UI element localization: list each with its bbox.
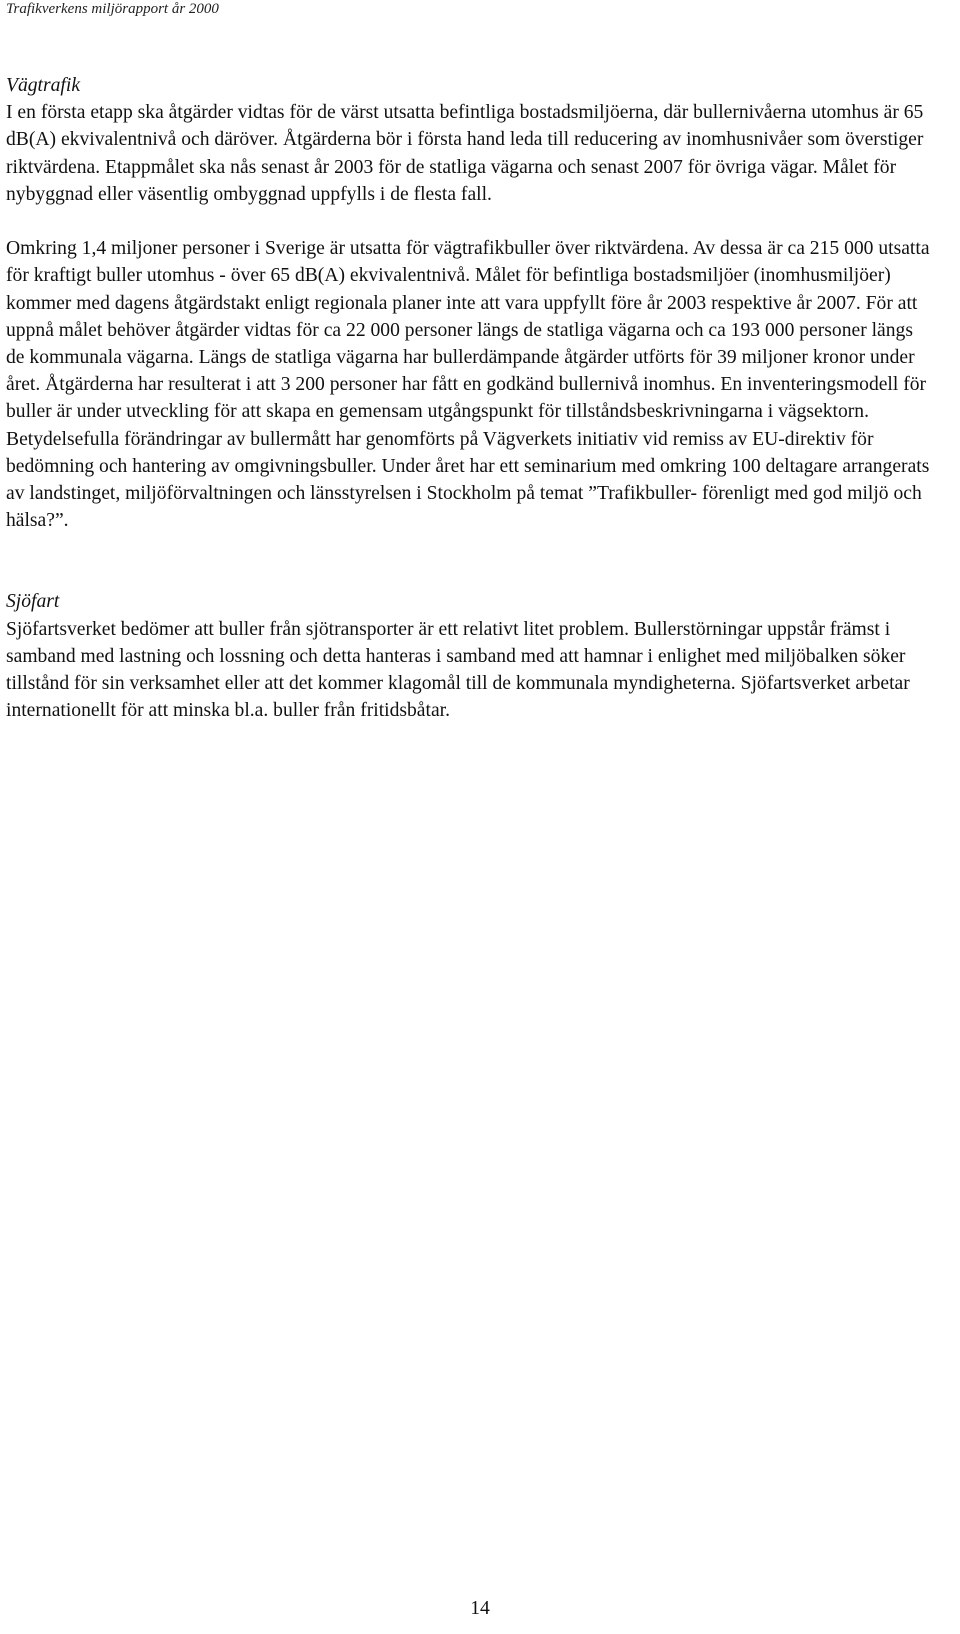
paragraph-spacer bbox=[6, 208, 936, 235]
section-vagtrafik bbox=[6, 72, 936, 534]
paragraph: Omkring 1,4 miljoner personer i Sverige är utsatta för vägtrafikbuller över riktvärdena. Av dessa är ca 215 000 utsatta för kraftigt buller utomhus - över 65 dB(A) ekvivalentnivå. Målet för befintliga bostadsmiljöer (inomhusmiljöer) kommer med dagens åtgärdstakt enligt regionala planer inte att vara uppfyllt före år 2003 respektive år 2007. För att uppnå målet behöver åtgärder vidtas för ca 22 000 personer längs de statliga vägarna och ca 193 000 personer längs de kommunala vägarna. Längs de statliga vägarna har bullerdämpande åtgärder utförts för 39 miljoner kronor under året. Åtgärderna har resulterat i att 3 200 personer har fått en godkänd bullernivå inomhus. En inventeringsmodell för buller är under utveckling för att skapa en gemensam utgångspunkt för tillståndsbeskrivningarna i vägsektorn. Betydelsefulla förändringar av bullermått har genomförts på Vägverkets initiativ vid remiss av EU-direktiv för bedömning och hantering av omgivningsbuller. Under året har ett seminarium med omkring 100 deltagare arrangerats av landstinget, miljöförvaltningen och länsstyrelsen i Stockholm på temat ”Trafikbuller- förenligt med god miljö och hälsa?”. bbox=[6, 238, 930, 532]
paragraph: I en första etapp ska åtgärder vidtas för de värst utsatta befintliga bostadsmiljöerna, där bullernivåerna utomhus är 65 dB(A) ekvivalentnivå och däröver. Åtgärderna bör i första hand leda till reducering av inomhusnivåer som överstiger riktvärdena. Etappmålet ska nås senast år 2003 för de statliga vägarna och senast 2007 för övriga vägar. Målet för nybyggnad eller väsentlig ombyggnad uppfylls i de flesta fall. bbox=[6, 102, 924, 205]
running-header: Trafikverkens miljörapport år 2000 bbox=[6, 1, 219, 17]
section-heading-sjofart: Sjöfart bbox=[6, 591, 60, 613]
section-sjofart bbox=[6, 588, 936, 724]
body-text bbox=[6, 72, 936, 724]
section-heading-vagtrafik: Vägtrafik bbox=[6, 75, 81, 96]
section-spacer bbox=[6, 534, 936, 588]
page-number: 14 bbox=[470, 1598, 490, 1619]
paragraph: Sjöfartsverket bedömer att buller från sjötransporter är ett relativt litet problem. Bullerstörningar uppstår främst i samband med lastning och lossning och detta hanteras i samband med att hamnar i enlighet med miljöbalken söker tillstånd för sin verksamhet eller att det kommer klagomål till de kommunala myndigheterna. Sjöfartsverket arbetar internationellt för att minska bl.a. buller från fritidsbåtar. bbox=[6, 618, 910, 722]
